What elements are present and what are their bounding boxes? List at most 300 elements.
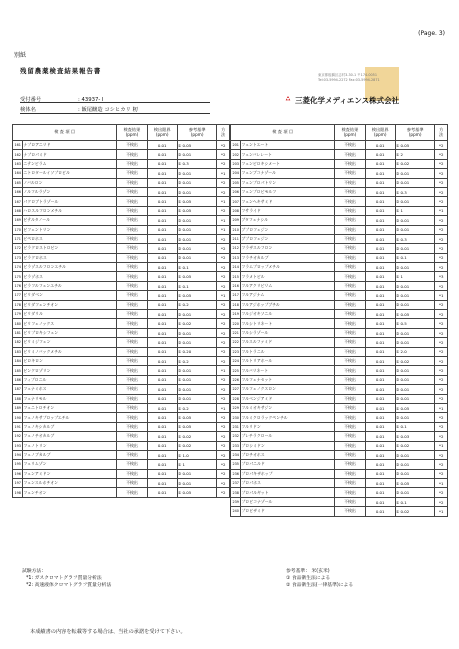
test-result: 不検出 <box>335 169 365 178</box>
table-row <box>13 206 230 215</box>
detection-limit: 0.01 <box>365 366 395 375</box>
row-number: 236 <box>231 469 241 478</box>
table-row <box>13 150 230 159</box>
table-row <box>13 366 230 375</box>
test-method: *2 <box>435 253 448 262</box>
detection-limit: 0.01 <box>147 338 177 347</box>
reference-standard: ② 0.01 <box>395 169 435 178</box>
row-number: 193 <box>13 441 23 450</box>
table-row <box>231 328 448 337</box>
detection-limit: 0.01 <box>147 263 177 272</box>
detection-limit: 0.01 <box>147 319 177 328</box>
reference-standard: ② 0.01 <box>395 460 435 469</box>
detection-limit: 0.01 <box>365 356 395 365</box>
pesticide-name: ノバルロン <box>23 178 117 187</box>
reference-standard: ① 0.2 <box>177 356 217 365</box>
row-number: 177 <box>13 291 23 300</box>
table-row <box>231 272 448 281</box>
test-result: 不検出 <box>335 159 365 168</box>
detection-limit: 0.01 <box>365 338 395 347</box>
pesticide-name: フェンチオン <box>23 488 117 497</box>
reference-standard: ① 0.02 <box>395 507 435 516</box>
reference-standard: ② 0.01 <box>177 234 217 243</box>
table-row <box>13 234 230 243</box>
detection-limit: 0.01 <box>147 216 177 225</box>
row-number: 202 <box>231 150 241 159</box>
test-result: 不検出 <box>117 347 147 356</box>
detection-limit: 0.01 <box>147 281 177 290</box>
reference-standard: ① 0.1 <box>395 422 435 431</box>
row-number: 201 <box>231 141 241 150</box>
reference-standard: ② 0.01 <box>177 253 217 262</box>
test-result: 不検出 <box>117 169 147 178</box>
reference-standard: ① 0.05 <box>177 272 217 281</box>
detection-limit: 0.01 <box>147 347 177 356</box>
pesticide-name: ブプロフェジン <box>241 225 335 234</box>
row-number: 194 <box>13 450 23 459</box>
table-row <box>231 460 448 469</box>
test-result: 不検出 <box>117 403 147 412</box>
test-result: 不検出 <box>117 216 147 225</box>
reference-standard: ② 0.01 <box>395 469 435 478</box>
detection-limit: 0.01 <box>147 300 177 309</box>
company-address <box>318 73 438 82</box>
pesticide-name: フェノチオカルブ <box>23 432 117 441</box>
detection-limit: 0.01 <box>365 328 395 337</box>
detection-limit: 0.01 <box>147 159 177 168</box>
pesticide-name: ピリプロキシフェン <box>23 328 117 337</box>
table-row <box>231 413 448 422</box>
test-result: 不検出 <box>117 300 147 309</box>
reference-standard: ② 0.01 <box>395 394 435 403</box>
table-row <box>231 291 448 300</box>
table-row <box>231 319 448 328</box>
reference-standard: ② 0.01 <box>395 281 435 290</box>
pesticide-name: ピリミジフェン <box>23 338 117 347</box>
reference-standard: ① 0.02 <box>395 159 435 168</box>
detection-limit: 0.01 <box>147 328 177 337</box>
test-result: 不検出 <box>335 338 365 347</box>
page-number: (Page. 3) <box>418 30 445 37</box>
detection-limit: 0.01 <box>365 413 395 422</box>
test-result: 不検出 <box>117 310 147 319</box>
test-method: *2 <box>435 328 448 337</box>
detection-limit: 0.01 <box>147 432 177 441</box>
test-result: 不検出 <box>117 291 147 300</box>
header-limit: 検出限界 (ppm) <box>147 125 177 141</box>
reference-standard: ① 0.2 <box>177 300 217 309</box>
pesticide-name: プロパニルド <box>241 460 335 469</box>
detection-limit: 0.01 <box>365 225 395 234</box>
table-row <box>231 366 448 375</box>
pesticide-name: フサライド <box>241 206 335 215</box>
test-method: *2 <box>435 234 448 243</box>
pesticide-name: プロパキザホップ <box>241 469 335 478</box>
reference-standard: ① 0.3 <box>177 159 217 168</box>
test-method: *2 <box>217 338 230 347</box>
row-number: 165 <box>13 178 23 187</box>
test-method: *2 <box>435 159 448 168</box>
test-result: 不検出 <box>117 281 147 290</box>
test-method: *2 <box>435 385 448 394</box>
detection-limit: 0.01 <box>147 291 177 300</box>
reference-standard: ② 0.01 <box>395 366 435 375</box>
table-row <box>13 441 230 450</box>
reference-standard: ② 0.01 <box>395 338 435 347</box>
table-row <box>231 253 448 262</box>
header-limit: 検出限界 (ppm) <box>365 125 395 141</box>
detection-limit: 0.01 <box>365 497 395 506</box>
table-row <box>231 507 448 516</box>
test-method: *3 <box>435 272 448 281</box>
detection-limit: 0.01 <box>147 403 177 412</box>
pesticide-name: プロシミドン <box>241 441 335 450</box>
detection-limit: 0.01 <box>147 385 177 394</box>
row-number: 224 <box>231 356 241 365</box>
pesticide-name: プロパホス <box>241 479 335 488</box>
test-method: *2 <box>217 141 230 150</box>
test-method: *2 <box>217 328 230 337</box>
row-number: 183 <box>13 347 23 356</box>
table-row <box>231 244 448 253</box>
row-number: 162 <box>13 150 23 159</box>
reference-standard: ① 0.03 <box>395 432 435 441</box>
reference-standard: ① 2.0 <box>395 347 435 356</box>
document-title: 残留農薬検査結果報告書 <box>20 67 102 75</box>
table-row <box>231 310 448 319</box>
table-row <box>231 479 448 488</box>
test-method: *2 <box>217 488 230 497</box>
reference-standard: ② 0.01 <box>395 375 435 384</box>
pesticide-name: フェンヘキサミド <box>241 197 335 206</box>
test-method: *2 <box>435 216 448 225</box>
detection-limit: 0.01 <box>147 244 177 253</box>
pesticide-name: プロピコナゾール <box>241 497 335 506</box>
detection-limit: 0.01 <box>147 366 177 375</box>
sample-name <box>20 105 210 113</box>
table-row <box>13 375 230 384</box>
test-result: 不検出 <box>117 479 147 488</box>
detection-limit: 0.01 <box>365 169 395 178</box>
pesticide-name: プロパルギット <box>241 488 335 497</box>
detection-limit: 0.01 <box>365 216 395 225</box>
table-row <box>13 432 230 441</box>
test-result: 不検出 <box>117 319 147 328</box>
row-number: 237 <box>231 479 241 488</box>
table-row <box>231 347 448 356</box>
reference-standards-note <box>286 568 353 589</box>
test-method: *2 <box>435 413 448 422</box>
row-number: 216 <box>231 281 241 290</box>
detection-limit: 0.01 <box>365 263 395 272</box>
pesticide-name: フルトリアホール <box>241 356 335 365</box>
reference-standard: ② 0.01 <box>177 216 217 225</box>
header-reference: 参考基準 (ppm) <box>177 125 217 141</box>
test-result: 不検出 <box>117 338 147 347</box>
header-item: 検 査 項 目 <box>231 125 335 141</box>
row-number: 238 <box>231 488 241 497</box>
test-method: *2 <box>217 432 230 441</box>
row-number: 231 <box>231 422 241 431</box>
test-method: *1 <box>217 225 230 234</box>
table-row <box>231 234 448 243</box>
row-number: 169 <box>13 216 23 225</box>
row-number: 186 <box>13 375 23 384</box>
test-method: *2 <box>435 338 448 347</box>
detection-limit: 0.01 <box>365 291 395 300</box>
reference-standard: ② 0.01 <box>395 385 435 394</box>
reference-standard: ② 0.01 <box>177 394 217 403</box>
reference-standard: ① 0.05 <box>177 422 217 431</box>
row-number: 208 <box>231 206 241 215</box>
test-result: 不検出 <box>335 385 365 394</box>
detection-limit: 0.01 <box>365 272 395 281</box>
test-result: 不検出 <box>117 159 147 168</box>
test-method: *2 <box>435 394 448 403</box>
test-method: *1 <box>217 291 230 300</box>
pesticide-name: ピリミノバックメチル <box>23 347 117 356</box>
company-name: 三菱化学メディエンス株式会社 <box>295 96 400 105</box>
table-row <box>13 178 230 187</box>
reference-standard: ② 0.01 <box>177 366 217 375</box>
pesticide-name: フルトラニル <box>241 347 335 356</box>
test-method: *2 <box>435 450 448 459</box>
table-row <box>13 216 230 225</box>
row-number: 213 <box>231 253 241 262</box>
table-row <box>13 319 230 328</box>
test-result: 不検出 <box>117 460 147 469</box>
pesticide-name: フルフェノクスロン <box>241 385 335 394</box>
table-row <box>231 469 448 478</box>
reference-standard: ② 0.01 <box>395 328 435 337</box>
table-row <box>13 460 230 469</box>
footer-notice: 本成績書の内容を転載等する場合は、当社の承諾を受けて下さい。 <box>30 629 186 635</box>
test-result: 不検出 <box>335 319 365 328</box>
detection-limit: 0.01 <box>147 460 177 469</box>
test-method: *2 <box>435 356 448 365</box>
detection-limit: 0.01 <box>147 469 177 478</box>
row-number: 181 <box>13 328 23 337</box>
test-method: *1 <box>435 479 448 488</box>
row-number: 173 <box>13 253 23 262</box>
reference-standard: ① 0.3 <box>395 234 435 243</box>
detection-limit: 0.01 <box>365 141 395 150</box>
test-method: *1 <box>217 216 230 225</box>
pesticide-name: ピリダフェンチオン <box>23 300 117 309</box>
detection-limit: 0.01 <box>365 450 395 459</box>
reference-standard: ② 0.01 <box>395 225 435 234</box>
detection-limit: 0.01 <box>147 356 177 365</box>
test-method: *2 <box>435 347 448 356</box>
test-result: 不検出 <box>335 225 365 234</box>
reference-standard: ① 0.05 <box>177 141 217 150</box>
sample-label: 検体名 <box>20 107 36 113</box>
pesticide-name: ビンクロゾリン <box>23 366 117 375</box>
test-method: *1 <box>435 206 448 215</box>
pesticide-name: フルフェナセット <box>241 375 335 384</box>
reference-standard: ① 0.20 <box>177 347 217 356</box>
reference-standard: ① 0.1 <box>177 263 217 272</box>
test-result: 不検出 <box>335 300 365 309</box>
pesticide-name: ハロスルフロンメチル <box>23 206 117 215</box>
reference-standard: ② 0.01 <box>395 216 435 225</box>
detection-limit: 0.01 <box>147 450 177 459</box>
table-row <box>13 338 230 347</box>
pesticide-name: フェントエート <box>241 141 335 150</box>
table-header-row <box>13 125 230 141</box>
table-row <box>13 159 230 168</box>
ref-2: ② 食品衛生法(一律基準)による <box>286 583 354 588</box>
test-result: 不検出 <box>117 197 147 206</box>
reference-standard: ① 0.1 <box>395 497 435 506</box>
pesticide-name: ナプロアニリド <box>23 141 117 150</box>
test-method: *2 <box>217 253 230 262</box>
results-table-right <box>230 124 448 517</box>
table-row <box>13 310 230 319</box>
row-number: 189 <box>13 403 23 412</box>
row-number: 215 <box>231 272 241 281</box>
test-result: 不検出 <box>335 206 365 215</box>
pesticide-name: フルシトリネート <box>241 319 335 328</box>
reference-standard: ② 0.01 <box>395 450 435 459</box>
row-number: 207 <box>231 197 241 206</box>
test-method: *2 <box>217 385 230 394</box>
row-number: 227 <box>231 385 241 394</box>
ref-1: ① 食品衛生法による <box>286 576 331 581</box>
test-result: 不検出 <box>117 356 147 365</box>
row-number: 192 <box>13 432 23 441</box>
test-result: 不検出 <box>335 375 365 384</box>
reference-standard: ② 0.01 <box>395 413 435 422</box>
test-method: *2 <box>217 441 230 450</box>
reference-standard: ① 0.02 <box>395 356 435 365</box>
test-method: *2 <box>217 375 230 384</box>
test-method: *2 <box>435 197 448 206</box>
table-row <box>13 253 230 262</box>
detection-limit: 0.01 <box>147 413 177 422</box>
detection-limit: 0.01 <box>365 488 395 497</box>
header-item: 検 査 項 目 <box>13 125 117 141</box>
test-method: *2 <box>435 460 448 469</box>
test-result: 不検出 <box>117 385 147 394</box>
test-result: 不検出 <box>335 272 365 281</box>
row-number: 161 <box>13 141 23 150</box>
test-result: 不検出 <box>335 178 365 187</box>
detection-limit: 0.01 <box>365 347 395 356</box>
reference-standard: ① 0.01 <box>177 375 217 384</box>
test-method: *2 <box>435 422 448 431</box>
reference-standard: ① 0.02 <box>177 319 217 328</box>
test-method: *2 <box>217 300 230 309</box>
test-method: *1 <box>435 291 448 300</box>
row-number: 198 <box>13 488 23 497</box>
table-row <box>13 300 230 309</box>
pesticide-name: ニトロタールイソプロピル <box>23 169 117 178</box>
reference-standard: ① 0.1 <box>395 253 435 262</box>
detection-limit: 0.01 <box>147 234 177 243</box>
pesticide-name: フェンプロパトリン <box>241 178 335 187</box>
reference-standard: ① 0.05 <box>395 141 435 150</box>
pesticide-name: ピリダリル <box>23 310 117 319</box>
row-number: 182 <box>13 338 23 347</box>
table-row <box>13 422 230 431</box>
test-result: 不検出 <box>117 253 147 262</box>
pesticide-name: フェンアミドン <box>23 469 117 478</box>
test-method: *2 <box>217 263 230 272</box>
reference-standard: ② 0.01 <box>395 178 435 187</box>
test-method: *2 <box>217 234 230 243</box>
detection-limit: 0.01 <box>365 197 395 206</box>
test-result: 不検出 <box>117 141 147 150</box>
test-result: 不検出 <box>117 394 147 403</box>
refs-title: 参考基準： 米(玄米) <box>286 569 330 574</box>
reference-standard: ① 0.05 <box>177 488 217 497</box>
test-result: 不検出 <box>335 432 365 441</box>
reference-standard: ② 0.01 <box>395 197 435 206</box>
table-row <box>231 338 448 347</box>
test-result: 不検出 <box>335 441 365 450</box>
pesticide-name: フルスルファミド <box>241 338 335 347</box>
detection-limit: 0.01 <box>147 441 177 450</box>
table-row <box>13 197 230 206</box>
test-method: *2 <box>217 244 230 253</box>
pesticide-name: フェリムゾン <box>23 460 117 469</box>
results-table-left <box>12 124 230 498</box>
pesticide-name: フルバリネート <box>241 366 335 375</box>
row-number: 233 <box>231 441 241 450</box>
row-number: 230 <box>231 413 241 422</box>
detection-limit: 0.01 <box>365 319 395 328</box>
table-row <box>231 216 448 225</box>
test-result: 不検出 <box>117 422 147 431</box>
pesticide-name: ビフェントリン <box>23 225 117 234</box>
test-result: 不検出 <box>117 469 147 478</box>
pesticide-name: フルジオキソニル <box>241 310 335 319</box>
test-method: *2 <box>217 347 230 356</box>
test-result: 不検出 <box>335 497 365 506</box>
pesticide-name: フェノキサプロップエチル <box>23 413 117 422</box>
detection-limit: 0.01 <box>365 441 395 450</box>
pesticide-name: プレチラクロール <box>241 432 335 441</box>
test-method: *2 <box>217 450 230 459</box>
test-method: *2 <box>435 300 448 309</box>
row-number: 167 <box>13 197 23 206</box>
test-method: *1 <box>217 366 230 375</box>
reference-standard: ① 0.5 <box>395 319 435 328</box>
detection-limit: 0.01 <box>365 479 395 488</box>
table-row <box>231 375 448 384</box>
detection-limit: 0.01 <box>147 272 177 281</box>
pesticide-name: ピラゾスルフロンエチル <box>23 263 117 272</box>
test-method: *2 <box>217 187 230 196</box>
test-result: 不検出 <box>117 234 147 243</box>
row-number: 226 <box>231 375 241 384</box>
reference-standard: ② 0.01 <box>177 178 217 187</box>
test-result: 不検出 <box>117 150 147 159</box>
table-row <box>231 197 448 206</box>
pesticide-name: フルシラゾール <box>241 328 335 337</box>
row-number: 178 <box>13 300 23 309</box>
test-result: 不検出 <box>117 225 147 234</box>
reference-standard: ① 1.0 <box>177 450 217 459</box>
pesticide-name: フェノキシカルブ <box>23 422 117 431</box>
test-method: *1 <box>435 441 448 450</box>
pesticide-name: フルアジナム <box>241 291 335 300</box>
reference-standard: ② 0.01 <box>177 479 217 488</box>
test-method: *2 <box>435 169 448 178</box>
pesticide-name: ピラゾホス <box>23 272 117 281</box>
row-number: 175 <box>13 272 23 281</box>
